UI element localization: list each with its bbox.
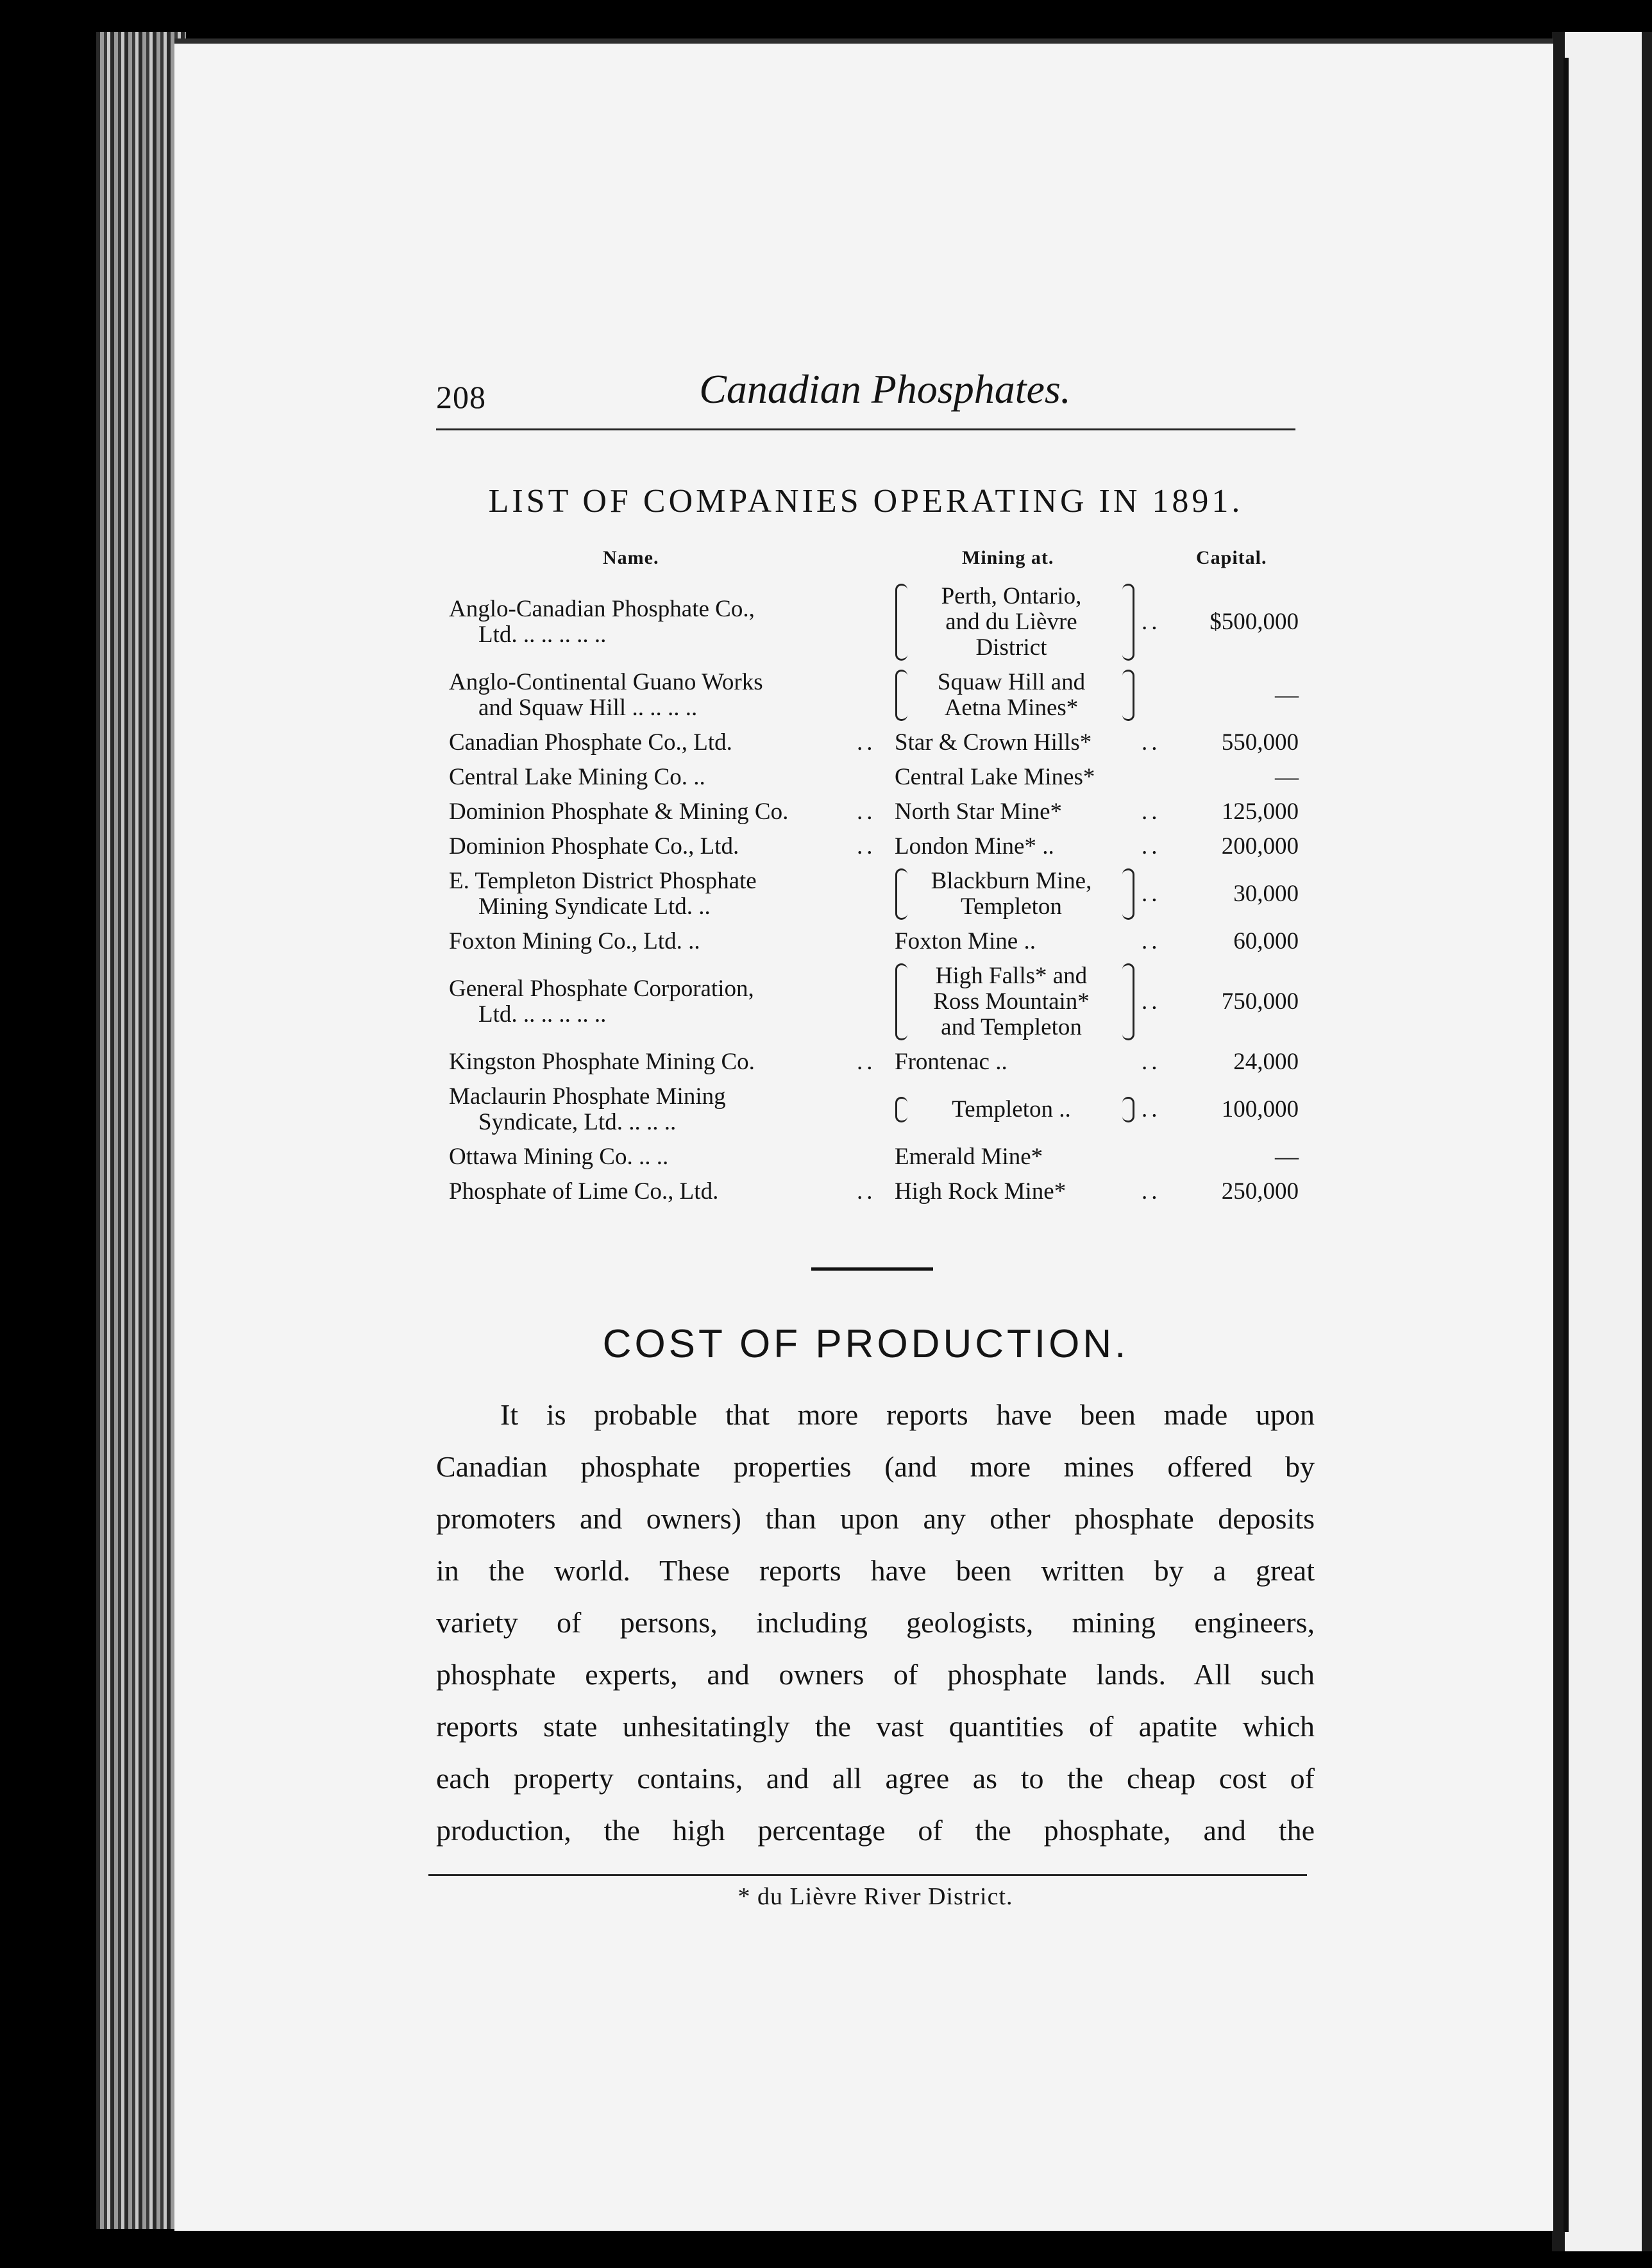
brace-right bbox=[1122, 1097, 1134, 1122]
company-name bbox=[449, 1084, 859, 1135]
capital-value: — bbox=[1275, 764, 1299, 790]
mining-location-line: High Rock Mine* bbox=[895, 1178, 1066, 1205]
leader-dots: .. bbox=[1142, 729, 1161, 756]
mining-location-line: District bbox=[975, 634, 1047, 661]
table-row bbox=[449, 669, 1299, 721]
paragraph-line: It is probable that more reports have been made upon bbox=[500, 1398, 1315, 1431]
mining-location-line: Perth, Ontario, bbox=[941, 583, 1082, 609]
capital-value: — bbox=[1275, 682, 1299, 708]
capital-value: 100,000 bbox=[1221, 1096, 1299, 1122]
leader-dots: .. bbox=[857, 1178, 877, 1205]
body-paragraph bbox=[436, 1389, 1315, 1856]
capital-value: 125,000 bbox=[1221, 799, 1299, 825]
leader-dots: .. bbox=[1142, 1096, 1161, 1122]
table-row bbox=[449, 868, 1299, 920]
mining-location bbox=[895, 929, 1138, 954]
company-name bbox=[449, 976, 859, 1028]
mining-location bbox=[895, 834, 1138, 859]
capital-value: 250,000 bbox=[1221, 1178, 1299, 1205]
leader-dots: .. bbox=[1142, 988, 1161, 1015]
paragraph-line: each property contains, and all agree as to the cheap cost of bbox=[436, 1762, 1315, 1795]
table-row bbox=[449, 764, 1299, 790]
mining-location-line: Frontenac .. bbox=[895, 1049, 1007, 1075]
leader-dots: .. bbox=[1142, 833, 1161, 859]
company-name-line: Mining Syndicate Ltd. .. bbox=[478, 893, 711, 920]
brace-right bbox=[1122, 670, 1134, 721]
paragraph-line: in the world. These reports have been written by a great bbox=[436, 1554, 1315, 1587]
companies-table bbox=[449, 545, 1299, 1219]
mining-location-line: and Templeton bbox=[941, 1014, 1082, 1040]
paragraph-line: Canadian phosphate properties (and more mines offered by bbox=[436, 1450, 1315, 1483]
mining-location bbox=[895, 765, 1138, 790]
company-name bbox=[449, 597, 859, 648]
mining-location bbox=[895, 799, 1138, 825]
brace-left bbox=[895, 584, 907, 661]
brace-right bbox=[1122, 584, 1134, 661]
company-name-line: General Phosphate Corporation, bbox=[449, 976, 754, 1002]
company-name-line: Phosphate of Lime Co., Ltd. bbox=[449, 1178, 719, 1205]
mining-location-line: High Falls* and bbox=[935, 963, 1088, 989]
mining-location-line: Templeton bbox=[961, 893, 1062, 920]
paragraph-line: phosphate experts, and owners of phosphate lands. All such bbox=[436, 1658, 1315, 1691]
mining-location bbox=[906, 963, 1117, 1040]
capital-value: 24,000 bbox=[1233, 1049, 1299, 1075]
mining-location bbox=[906, 1097, 1117, 1122]
leader-dots: .. bbox=[1142, 928, 1161, 954]
table-row bbox=[449, 1144, 1299, 1170]
company-name bbox=[449, 1049, 859, 1075]
table-row bbox=[449, 799, 1299, 825]
company-name bbox=[449, 1179, 859, 1205]
table-row bbox=[449, 1049, 1299, 1075]
capital-value: 30,000 bbox=[1233, 881, 1299, 907]
brace-left bbox=[895, 1097, 907, 1122]
table-row bbox=[449, 963, 1299, 1040]
company-name-line: E. Templeton District Phosphate bbox=[449, 868, 757, 894]
mining-location-line: Emerald Mine* bbox=[895, 1144, 1043, 1170]
mining-location-line: Blackburn Mine, bbox=[931, 868, 1092, 894]
section-separator bbox=[811, 1267, 933, 1271]
leader-dots: .. bbox=[857, 1049, 877, 1075]
mining-location-line: London Mine* .. bbox=[895, 833, 1054, 859]
mining-location bbox=[895, 1144, 1138, 1170]
company-name-line: Central Lake Mining Co. .. bbox=[449, 764, 705, 790]
leader-dots: .. bbox=[1142, 609, 1161, 635]
brace-left bbox=[895, 670, 907, 721]
mining-location-line: Star & Crown Hills* bbox=[895, 729, 1092, 756]
adjacent-page-edge bbox=[1552, 32, 1652, 2251]
company-name bbox=[449, 929, 859, 954]
leader-dots: .. bbox=[857, 799, 877, 825]
mining-location-line: North Star Mine* bbox=[895, 799, 1063, 825]
leader-dots: .. bbox=[857, 833, 877, 859]
capital-value: 750,000 bbox=[1221, 988, 1299, 1015]
list-title: LIST OF COMPANIES OPERATING IN 1891. bbox=[488, 483, 1243, 520]
company-name bbox=[449, 1144, 859, 1170]
table-row bbox=[449, 583, 1299, 661]
company-name-line: and Squaw Hill .. .. .. .. bbox=[478, 695, 698, 721]
capital-value: $500,000 bbox=[1210, 609, 1299, 635]
mining-location bbox=[895, 1179, 1138, 1205]
company-name-line: Ltd. .. .. .. .. .. bbox=[478, 622, 607, 648]
capital-value: — bbox=[1275, 1144, 1299, 1170]
company-name-line: Maclaurin Phosphate Mining bbox=[449, 1083, 726, 1110]
company-name-line: Canadian Phosphate Co., Ltd. bbox=[449, 729, 732, 756]
mining-location-line: and du Lièvre bbox=[945, 609, 1077, 635]
brace-left bbox=[895, 963, 907, 1040]
paragraph-line: promoters and owners) than upon any other phosphate deposits bbox=[436, 1502, 1315, 1535]
table-row bbox=[449, 928, 1299, 954]
company-name bbox=[449, 765, 859, 790]
mining-location bbox=[906, 670, 1117, 721]
column-header-capital: Capital. bbox=[1196, 547, 1267, 568]
brace-right bbox=[1122, 963, 1134, 1040]
brace-left bbox=[895, 868, 907, 920]
mining-location-line: Squaw Hill and bbox=[937, 669, 1086, 695]
running-head bbox=[436, 366, 1295, 436]
table-row bbox=[449, 833, 1299, 859]
company-name-line: Dominion Phosphate Co., Ltd. bbox=[449, 833, 739, 859]
company-name-line: Anglo-Canadian Phosphate Co., bbox=[449, 596, 755, 622]
leader-dots: .. bbox=[1142, 1049, 1161, 1075]
company-name bbox=[449, 730, 859, 756]
paragraph-line: reports state unhesitatingly the vast quantities of apatite which bbox=[436, 1710, 1315, 1743]
mining-location-line: Central Lake Mines* bbox=[895, 764, 1095, 790]
leader-dots: .. bbox=[1142, 881, 1161, 907]
book-spine-edge bbox=[96, 32, 186, 2229]
table-row bbox=[449, 1083, 1299, 1135]
company-name-line: Syndicate, Ltd. .. .. .. bbox=[478, 1109, 677, 1135]
company-name bbox=[449, 868, 859, 920]
mining-location bbox=[906, 868, 1117, 920]
leader-dots: .. bbox=[1142, 1178, 1161, 1205]
company-name-line: Ltd. .. .. .. .. .. bbox=[478, 1001, 607, 1028]
leader-dots: .. bbox=[857, 729, 877, 756]
company-name bbox=[449, 834, 859, 859]
table-row bbox=[449, 729, 1299, 756]
footnote: * du Lièvre River District. bbox=[738, 1883, 1013, 1910]
running-title: Canadian Phosphates. bbox=[699, 366, 1071, 412]
leader-dots: .. bbox=[1142, 799, 1161, 825]
mining-location-line: Foxton Mine .. bbox=[895, 928, 1036, 954]
mining-location-line: Templeton .. bbox=[952, 1096, 1071, 1122]
company-name-line: Dominion Phosphate & Mining Co. bbox=[449, 799, 789, 825]
page-number: 208 bbox=[436, 379, 486, 415]
adjacent-page-rule bbox=[1564, 58, 1569, 2232]
brace-right bbox=[1122, 868, 1134, 920]
table-row bbox=[449, 1178, 1299, 1205]
capital-value: 200,000 bbox=[1221, 833, 1299, 859]
mining-location bbox=[906, 584, 1117, 661]
paragraph-line: variety of persons, including geologists, mining engineers, bbox=[436, 1606, 1315, 1639]
company-name-line: Anglo-Continental Guano Works bbox=[449, 669, 763, 695]
footnote-rule bbox=[428, 1874, 1307, 1876]
mining-location-line: Ross Mountain* bbox=[933, 988, 1090, 1015]
mining-location bbox=[895, 1049, 1138, 1075]
mining-location-line: Aetna Mines* bbox=[944, 695, 1079, 721]
header-rule bbox=[436, 428, 1295, 430]
company-name-line: Foxton Mining Co., Ltd. .. bbox=[449, 928, 700, 954]
capital-value: 60,000 bbox=[1233, 928, 1299, 954]
company-name bbox=[449, 670, 859, 721]
company-name-line: Kingston Phosphate Mining Co. bbox=[449, 1049, 755, 1075]
section-title: COST OF PRODUCTION. bbox=[602, 1322, 1129, 1366]
company-name-line: Ottawa Mining Co. .. .. bbox=[449, 1144, 669, 1170]
mining-location bbox=[895, 730, 1138, 756]
column-header-mining-at: Mining at. bbox=[962, 547, 1054, 568]
column-header-name: Name. bbox=[603, 547, 659, 568]
company-name bbox=[449, 799, 859, 825]
paragraph-line: production, the high percentage of the phosphate, and the bbox=[436, 1814, 1315, 1847]
capital-value: 550,000 bbox=[1221, 729, 1299, 756]
